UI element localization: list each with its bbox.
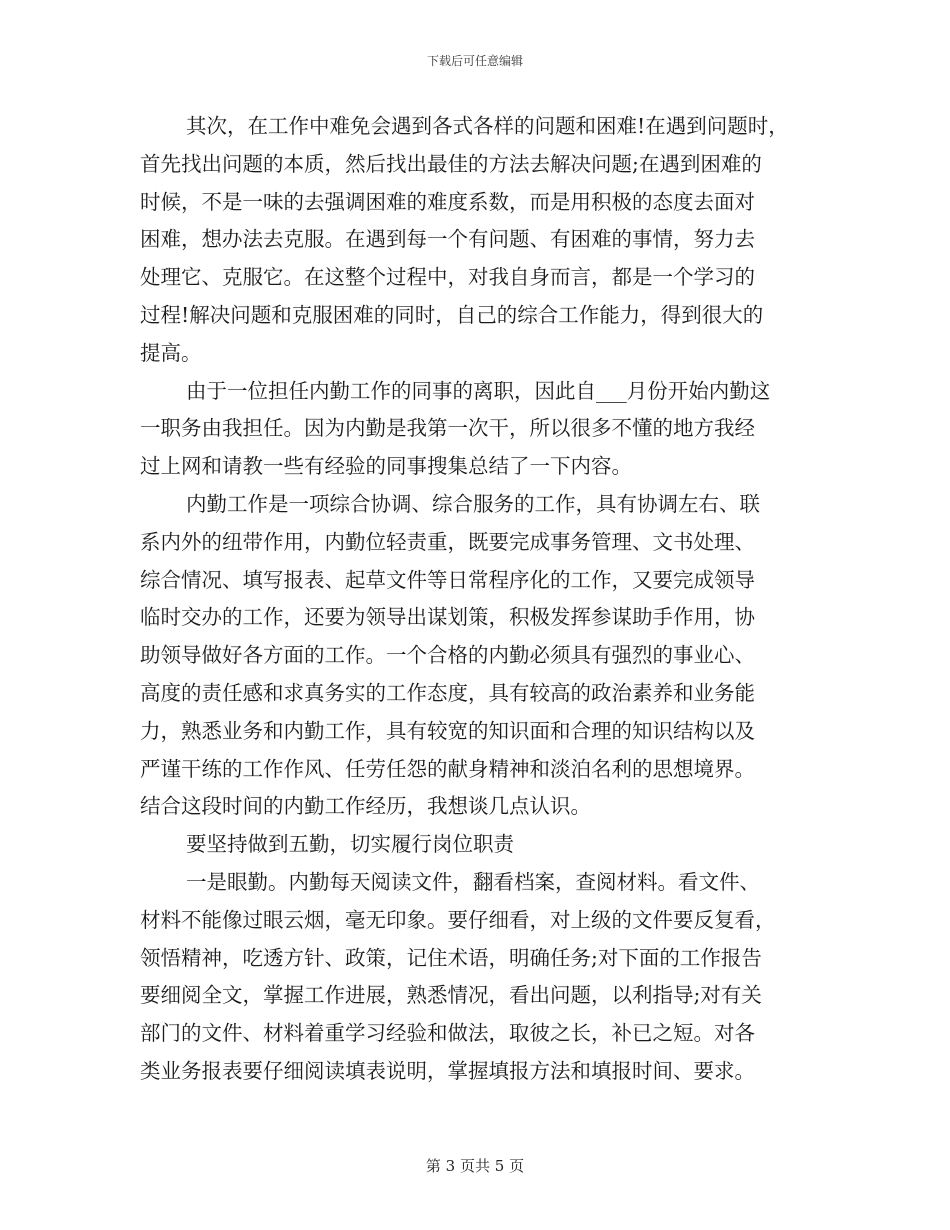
- text-line: 内勤工作是一项综合协调、综合服务的工作，具有协调左右、联: [186, 491, 760, 516]
- text-line: 一是眼勤。内勤每天阅读文件，翻看档案，查阅材料。看文件、: [186, 869, 760, 894]
- text-line: 处理它、克服它。在这整个过程中，对我自身而言，都是一个学习的: [140, 265, 755, 290]
- text-line: 困难，想办法去克服。在遇到每一个有问题、有困难的事情，努力去: [140, 227, 755, 252]
- text-line: 严谨干练的工作作风、任劳任怨的献身精神和淡泊名利的思想境界。: [140, 756, 755, 781]
- text-line: 结合这段时间的内勤工作经历，我想谈几点认识。: [140, 794, 591, 819]
- text-line: 力，熟悉业务和内勤工作，具有较宽的知识面和合理的知识结构以及: [140, 718, 755, 743]
- text-line: 综合情况、填写报表、起草文件等日常程序化的工作，又要完成领导: [140, 567, 755, 592]
- document-body: [140, 108, 820, 1091]
- text-line: 过上网和请教一些有经验的同事搜集总结了一下内容。: [140, 454, 632, 479]
- text-line: 由于一位担任内勤工作的同事的离职，因此自___月份开始内勤这: [186, 378, 771, 403]
- text-line: 一职务由我担任。因为内勤是我第一次干，所以很多不懂的地方我经: [140, 416, 755, 441]
- text-line: 高度的责任感和求真务实的工作态度，具有较高的政治素养和业务能: [140, 680, 755, 705]
- text-line: 提高。: [140, 340, 202, 365]
- text-line: 领悟精神，吃透方针、政策，记住术语，明确任务;对下面的工作报告: [140, 945, 762, 970]
- text-line: 临时交办的工作，还要为领导出谋划策，积极发挥参谋助手作用，协: [140, 605, 755, 630]
- page-header: 下载后可任意编辑: [426, 54, 523, 68]
- text-line: 部门的文件、材料着重学习经验和做法，取彼之长，补已之短。对各: [140, 1021, 755, 1046]
- text-line: 助领导做好各方面的工作。一个合格的内勤必须具有强烈的事业心、: [140, 643, 755, 668]
- text-line: 类业务报表要仔细阅读填表说明，掌握填报方法和填报时间、要求。: [140, 1058, 755, 1083]
- text-line: 材料不能像过眼云烟，毫无印象。要仔细看，对上级的文件要反复看，: [140, 907, 776, 932]
- page-footer: 第 3 页共 5 页: [425, 1157, 525, 1175]
- section-heading: 要坚持做到五勤，切实履行岗位职责: [186, 832, 514, 857]
- text-line: 时候，不是一味的去强调困难的难度系数，而是用积极的态度去面对: [140, 189, 755, 214]
- text-line: 过程!解决问题和克服困难的同时，自己的综合工作能力，得到很大的: [140, 302, 764, 327]
- text-line: 系内外的纽带作用，内勤位轻责重，既要完成事务管理、文书处理、: [140, 529, 755, 554]
- text-line: 要细阅全文，掌握工作进展，熟悉情况，看出问题，以利指导;对有关: [140, 983, 762, 1008]
- text-line: 其次，在工作中难免会遇到各式各样的问题和困难!在遇到问题时，: [186, 114, 789, 138]
- text-line: 首先找出问题的本质，然后找出最佳的方法去解决问题;在遇到困难的: [140, 151, 762, 176]
